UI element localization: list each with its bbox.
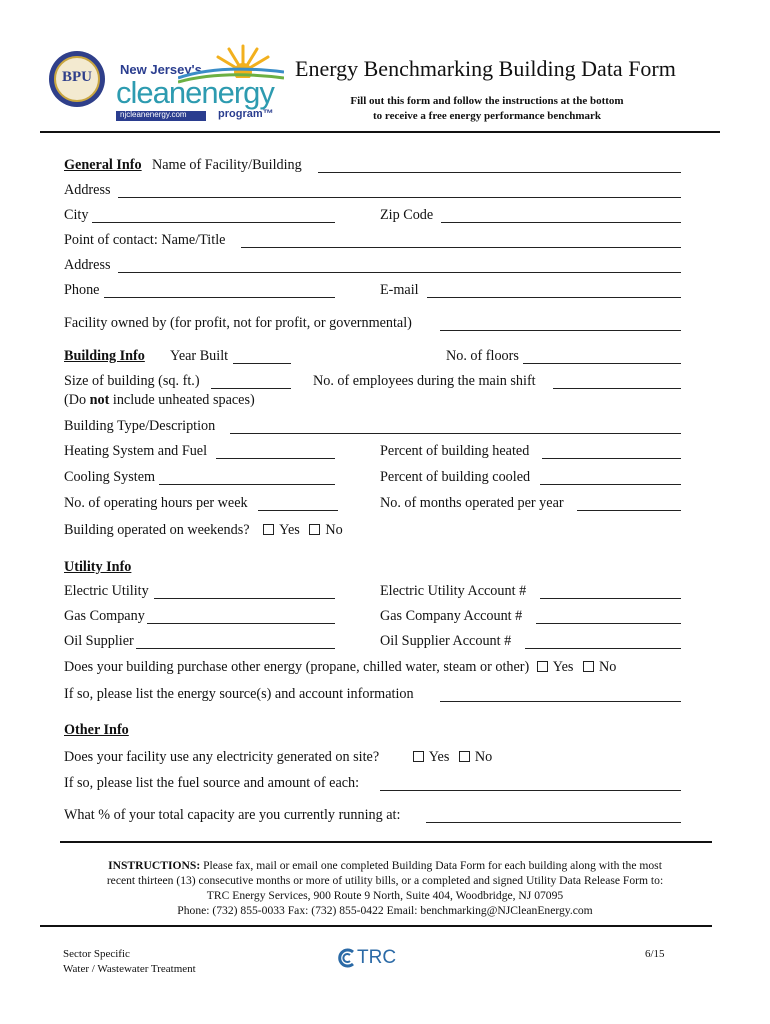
electric-field[interactable] xyxy=(154,598,335,599)
employees-label: No. of employees during the main shift xyxy=(313,373,536,389)
electric-acct-field[interactable] xyxy=(540,598,681,599)
gas-label: Gas Company xyxy=(64,608,145,624)
header-rule xyxy=(40,131,720,133)
address2-label: Address xyxy=(64,257,111,273)
cooled-field[interactable] xyxy=(540,484,681,485)
phone-label: Phone xyxy=(64,282,100,298)
size-note xyxy=(64,392,255,409)
sector-line1: Sector Specific xyxy=(63,948,130,960)
heating-field[interactable] xyxy=(216,458,335,459)
sector-line2: Water / Wastewater Treatment xyxy=(63,963,196,975)
fuel-label: If so, please list the fuel source and amount of each: xyxy=(64,775,360,791)
employees-field[interactable] xyxy=(553,388,681,389)
electric-acct-label: Electric Utility Account # xyxy=(380,583,527,599)
logo-program: program™ xyxy=(218,108,274,120)
owned-field[interactable] xyxy=(440,330,681,331)
revision-date: 6/15 xyxy=(645,948,665,960)
onsite-no-checkbox[interactable] xyxy=(459,751,470,762)
clean-energy-logo xyxy=(108,42,284,122)
oil-label: Oil Supplier xyxy=(64,633,134,649)
building-type-field[interactable] xyxy=(230,433,681,434)
footer-rule xyxy=(40,925,712,927)
city-label: City xyxy=(64,207,89,223)
address-field[interactable] xyxy=(118,197,681,198)
other-energy-no-checkbox[interactable] xyxy=(583,661,594,672)
size-field[interactable] xyxy=(211,388,291,389)
trc-logo-text: TRC xyxy=(357,947,397,968)
weekends-yes-checkbox[interactable] xyxy=(263,524,274,535)
other-info-heading: Other Info xyxy=(64,722,129,738)
page-subtitle-line1: Fill out this form and follow the instructions at the bottom xyxy=(350,95,624,107)
page-subtitle-line2: to receive a free energy performance benchmark xyxy=(372,110,602,122)
instructions-line1 xyxy=(65,858,705,874)
capacity-label: What % of your total capacity are you currently running at: xyxy=(64,807,401,823)
capacity-field[interactable] xyxy=(426,822,681,823)
fuel-field[interactable] xyxy=(380,790,681,791)
months-field[interactable] xyxy=(577,510,681,511)
energy-list-field[interactable] xyxy=(440,701,681,702)
instructions-line4: Phone: (732) 855-0033 Fax: (732) 855-0422 Email: benchmarking@NJCleanEnergy.com xyxy=(177,904,593,917)
city-field[interactable] xyxy=(92,222,335,223)
gas-acct-label: Gas Company Account # xyxy=(380,608,523,624)
hours-field[interactable] xyxy=(258,510,338,511)
oil-acct-label: Oil Supplier Account # xyxy=(380,633,512,649)
electric-label: Electric Utility xyxy=(64,583,149,599)
contact-label: Point of contact: Name/Title xyxy=(64,232,226,248)
onsite-no-label: No xyxy=(474,749,493,765)
gas-acct-field[interactable] xyxy=(536,623,681,624)
size-label: Size of building (sq. ft.) xyxy=(64,373,200,389)
weekends-row xyxy=(64,522,343,539)
onsite-yes-label: Yes xyxy=(428,749,450,765)
address-label: Address xyxy=(64,182,111,198)
logo-cleanenergy: cleanenergy xyxy=(116,75,274,110)
heated-label: Percent of building heated xyxy=(380,443,530,459)
hours-label: No. of operating hours per week xyxy=(64,495,248,511)
owned-label: Facility owned by (for profit, not for profit, or governmental) xyxy=(64,315,412,331)
building-type-label: Building Type/Description xyxy=(64,418,216,434)
months-label: No. of months operated per year xyxy=(380,495,564,511)
general-info-heading: General Info xyxy=(64,157,142,173)
building-info-heading: Building Info xyxy=(64,348,145,364)
bpu-seal-text: BPU xyxy=(62,69,92,85)
other-energy-no-label: No xyxy=(598,659,617,675)
instructions-line2: recent thirteen (13) consecutive months or more of utility bills, or a completed and signed Utility Data Release Form to: xyxy=(106,874,664,887)
size-note-bold: not xyxy=(89,392,110,408)
other-energy-yes-label: Yes xyxy=(552,659,574,675)
size-note-pre: (Do xyxy=(64,392,90,408)
year-built-field[interactable] xyxy=(233,363,291,364)
instructions-line3: TRC Energy Services, 900 Route 9 North, Suite 404, Woodbridge, NJ 07095 xyxy=(206,889,564,902)
zip-label: Zip Code xyxy=(380,207,434,223)
facility-field[interactable] xyxy=(318,172,681,173)
page-title: Energy Benchmarking Building Data Form xyxy=(295,56,676,81)
size-note-post: include unheated spaces) xyxy=(109,392,255,408)
instructions-rule xyxy=(60,841,712,843)
trc-logo xyxy=(337,947,407,971)
facility-label: Name of Facility/Building xyxy=(152,157,302,173)
onsite-label: Does your facility use any electricity generated on site? xyxy=(64,749,380,765)
other-energy-row xyxy=(64,659,616,676)
utility-info-heading: Utility Info xyxy=(64,559,132,575)
other-energy-yes-checkbox[interactable] xyxy=(537,661,548,672)
year-built-label: Year Built xyxy=(170,348,229,364)
contact-field[interactable] xyxy=(241,247,681,248)
cooled-label: Percent of building cooled xyxy=(380,469,531,485)
weekends-yes-label: Yes xyxy=(279,522,300,538)
weekends-no-label: No xyxy=(325,522,343,538)
other-energy-label: Does your building purchase other energy (propane, chilled water, steam or other) xyxy=(64,659,530,675)
address2-field[interactable] xyxy=(118,272,681,273)
energy-list-label: If so, please list the energy source(s) and account information xyxy=(64,686,414,702)
logo-new-jersey: New Jersey's xyxy=(120,62,202,77)
weekends-no-checkbox[interactable] xyxy=(309,524,320,535)
logo-url: njcleanenergy.com xyxy=(120,110,187,119)
oil-acct-field[interactable] xyxy=(525,648,681,649)
email-field[interactable] xyxy=(427,297,681,298)
heated-field[interactable] xyxy=(542,458,681,459)
onsite-row xyxy=(64,749,492,766)
zip-field[interactable] xyxy=(441,222,681,223)
bpu-seal-logo xyxy=(48,50,106,108)
floors-field[interactable] xyxy=(523,363,681,364)
cooling-field[interactable] xyxy=(159,484,335,485)
floors-label: No. of floors xyxy=(446,348,519,364)
instructions-bold: INSTRUCTIONS: xyxy=(108,859,201,872)
email-label: E-mail xyxy=(380,282,419,298)
heating-label: Heating System and Fuel xyxy=(64,443,208,459)
onsite-yes-checkbox[interactable] xyxy=(413,751,424,762)
phone-field[interactable] xyxy=(104,297,335,298)
weekends-label: Building operated on weekends? xyxy=(64,522,250,538)
instructions-text1: Please fax, mail or email one completed Building Data Form for each building along with the most xyxy=(200,859,662,872)
gas-field[interactable] xyxy=(147,623,335,624)
cooling-label: Cooling System xyxy=(64,469,156,485)
oil-field[interactable] xyxy=(136,648,335,649)
